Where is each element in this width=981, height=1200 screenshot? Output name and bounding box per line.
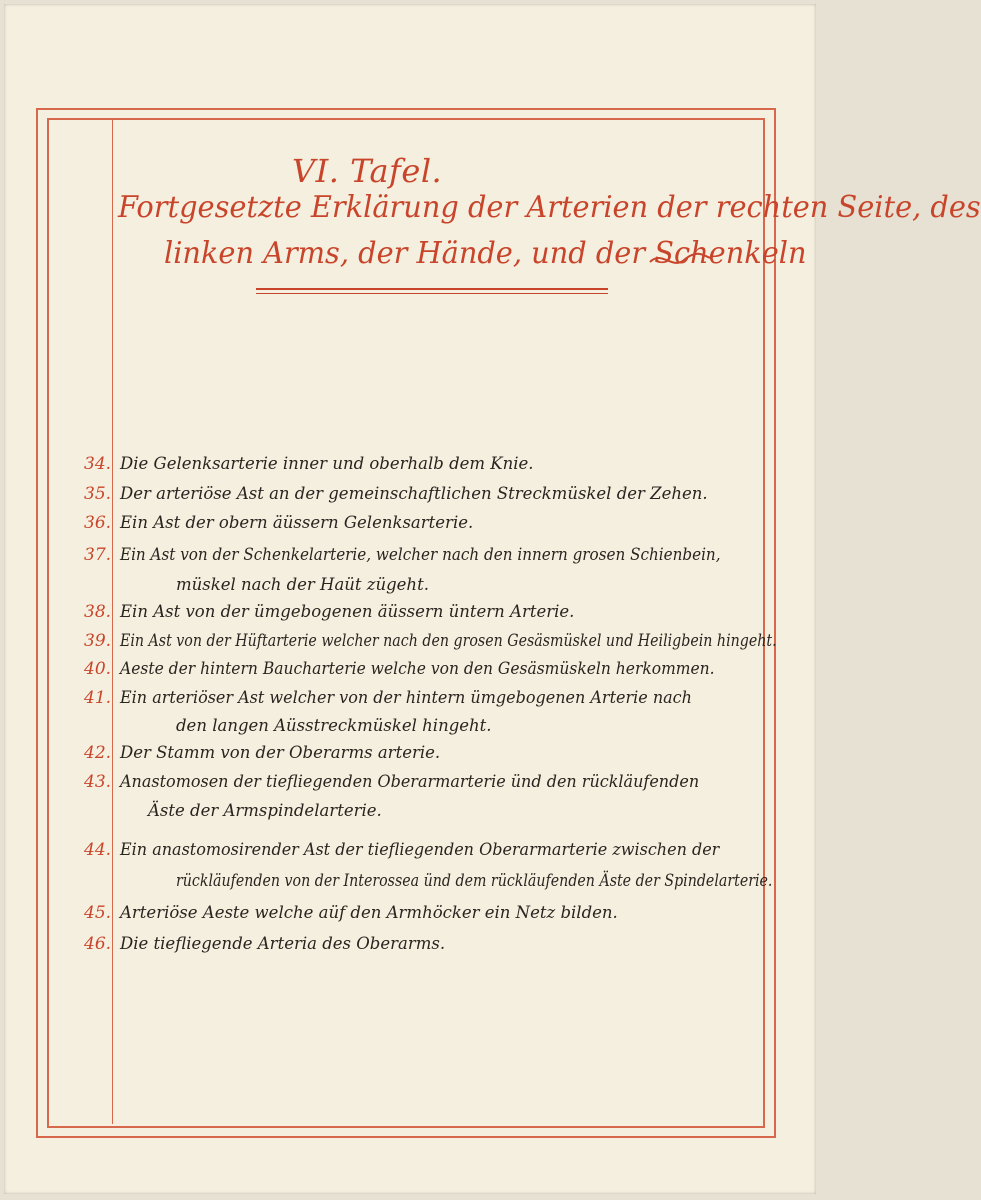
entry-line: Aeste der hintern Baucharterie welche von den Gesäsmüskeln herkommen. xyxy=(120,659,715,678)
entry-line: Die Gelenksarterie inner und oberhalb dem Knie. xyxy=(120,454,534,473)
entry-number: 39. xyxy=(84,631,112,651)
entry-line: Ein anastomosirender Ast der tiefliegenden Oberarmarterie zwischen der xyxy=(120,840,720,859)
entry-number: 46. xyxy=(84,934,112,954)
entry-line: Ein arteriöser Ast welcher von der hintern ümgebogenen Arterie nach xyxy=(120,688,692,707)
entry-line: Anastomosen der tiefliegenden Oberarmarterie ünd den rückläufenden xyxy=(120,772,700,791)
entry-line: den langen Aüsstreckmüskel hingeht. xyxy=(176,716,492,735)
entry-number: 43. xyxy=(84,772,112,792)
entry-number: 38. xyxy=(84,602,112,622)
entry-number: 41. xyxy=(84,688,112,708)
title-underline xyxy=(256,288,608,290)
entry-line: Arteriöse Aeste welche aüf den Armhöcker ein Netz bilden. xyxy=(120,903,618,922)
entry-number: 44. xyxy=(84,840,112,860)
entry-line: Die tiefliegende Arteria des Oberarms. xyxy=(120,934,446,953)
heading-line-2: linken Arms, der Hände, und der Schenkeln xyxy=(164,236,807,271)
entry-line: Äste der Armspindelarterie. xyxy=(148,801,382,820)
entry-line: Ein Ast von der Schenkelarterie, welcher nach den innern grosen Schienbein, xyxy=(120,545,721,564)
entry-line: Ein Ast von der ümgebogenen äüssern üntern Arterie. xyxy=(120,602,575,621)
heading-line-1: Fortgesetzte Erklärung der Arterien der rechten Seite, des xyxy=(118,190,981,225)
entry-number: 45. xyxy=(84,903,112,923)
entry-line: müskel nach der Haüt zügeht. xyxy=(176,575,429,594)
entry-line: Ein Ast der obern äüssern Gelenksarterie. xyxy=(120,513,474,532)
margin-rule xyxy=(112,120,113,1124)
flourish-icon xyxy=(648,248,712,272)
entry-line: Der arteriöse Ast an der gemeinschaftlichen Streckmüskel der Zehen. xyxy=(120,484,708,503)
plate-title: VI. Tafel. xyxy=(292,152,443,190)
entry-number: 35. xyxy=(84,484,112,504)
entry-number: 36. xyxy=(84,513,112,533)
entry-number: 34. xyxy=(84,454,112,474)
title-underline-thin xyxy=(256,293,608,294)
entry-line: Ein Ast von der Hüftarterie welcher nach den grosen Gesäsmüskel und Heiligbein hingeht. xyxy=(120,631,777,650)
entry-line: rückläufenden von der Interossea ünd dem rückläufenden Äste der Spindelarterie. xyxy=(176,871,773,890)
entry-number: 40. xyxy=(84,659,112,679)
entry-line: Der Stamm von der Oberarms arterie. xyxy=(120,743,441,762)
entry-number: 42. xyxy=(84,743,112,763)
entry-number: 37. xyxy=(84,545,112,565)
